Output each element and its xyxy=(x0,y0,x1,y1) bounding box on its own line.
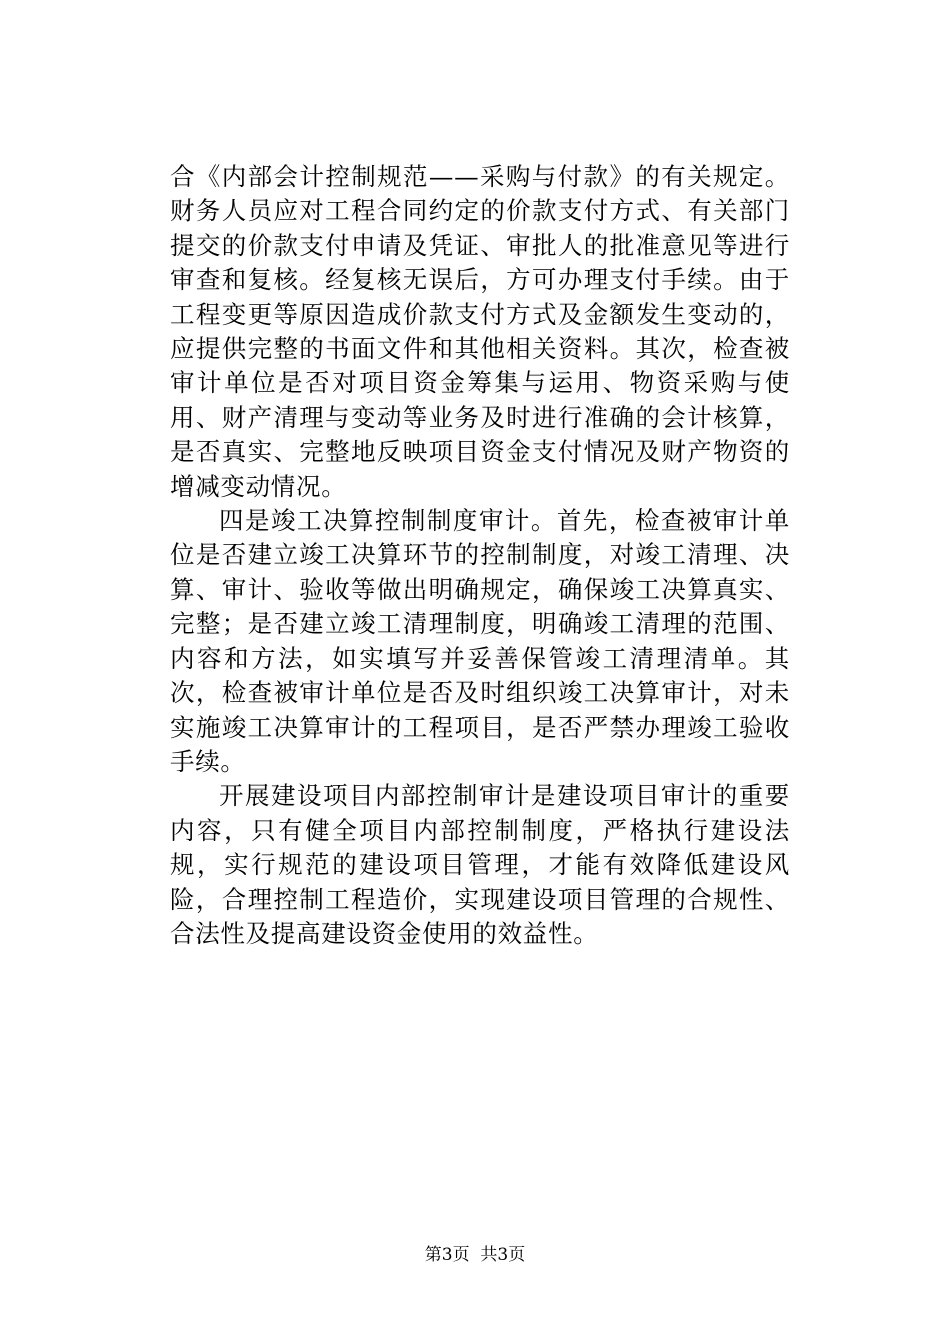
document-body xyxy=(170,160,790,951)
paragraph-conclusion: 开展建设项目内部控制审计是建设项目审计的重要内容，只有健全项目内部控制制度，严格执行建设法规，实行规范的建设项目管理，才能有效降低建设风险，合理控制工程造价，实现建设项目管理的合规性、合法性及提高建设资金使用的效益性。 xyxy=(170,781,790,948)
page-number-footer: 第3页 共3页 xyxy=(424,1245,526,1265)
paragraph-continuation: 合《内部会计控制规范——采购与付款》的有关规定。财务人员应对工程合同约定的价款支付方式、有关部门提交的价款支付申请及凭证、审批人的批准意见等进行审查和复核。经复核无误后，方可办理支付手续。由于工程变更等原因造成价款支付方式及金额发生变动的，应提供完整的书面文件和其他相关资料。其次，检查被审计单位是否对项目资金筹集与运用、物资采购与使用、财产清理与变动等业务及时进行准确的会计核算，是否真实、完整地反映项目资金支付情况及财产物资的增减变动情况。 xyxy=(170,162,790,501)
paragraph-completion-audit: 四是竣工决算控制制度审计。首先，检查被审计单位是否建立竣工决算环节的控制制度，对竣工清理、决算、审计、验收等做出明确规定，确保竣工决算真实、完整；是否建立竣工清理制度，明确竣工清理的范围、内容和方法，如实填写并妥善保管竣工清理清单。其次，检查被审计单位是否及时组织竣工决算审计，对未实施竣工决算审计的工程项目，是否严禁办理竣工验收手续。 xyxy=(170,506,790,776)
